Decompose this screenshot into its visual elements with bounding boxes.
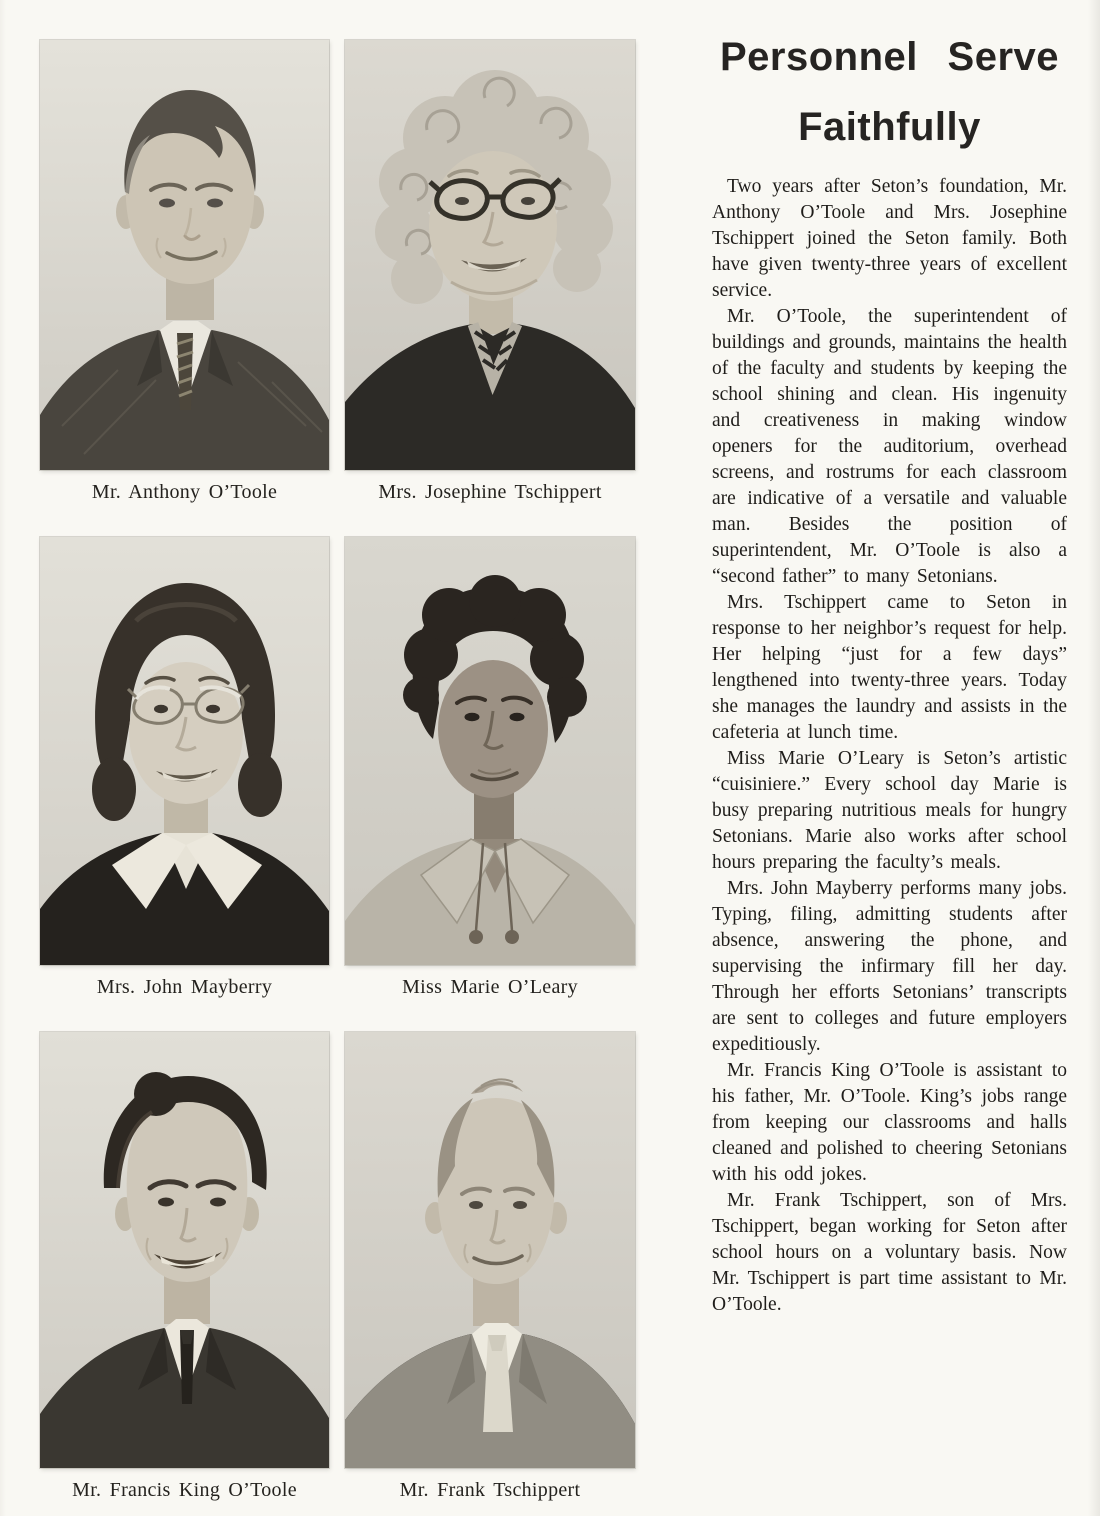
portrait-john-mayberry [40,537,329,998]
scan-edge-left [0,0,6,1516]
page-title-line1: Personnel Serve [720,35,1059,79]
article-paragraph-1: Two years after Seton’s foundation, Mr. Anthony O’Toole and Mrs. Josephine Tschippert joined the Seton family. Both have given twenty-three years of excellent service. [712,176,1067,301]
page-title [712,36,1067,148]
portrait-photo-francis-king-otoole [40,1032,329,1468]
photo-caption: Mrs. John Mayberry [96,976,273,998]
photo-caption: Mr. Anthony O’Toole [91,481,278,503]
portrait-anthony-otoole [40,40,329,503]
portrait-photo-josephine-tschippert [345,40,635,470]
portrait-photo-frank-tschippert [345,1032,635,1468]
photo-caption: Mrs. Josephine Tschippert [378,481,602,503]
article-paragraph-5: Mrs. John Mayberry performs many jobs. Typing, filing, admitting students after absence, answering the phone, and supervising the infirmary fill her day. Through her efforts Setonians’ transcripts are sent to colleges and future employers expeditiously. [712,878,1067,1055]
portrait-photo-anthony-otoole [40,40,329,470]
article-body [712,174,1067,1318]
photo-caption: Mr. Francis King O’Toole [72,1479,297,1501]
article-paragraph-4: Miss Marie O’Leary is Seton’s artistic “cuisiniere.” Every school day Marie is busy preparing nutritious meals for hungry Setonians. Marie also works after school hours preparing the faculty’s meals. [712,748,1067,873]
article-paragraph-3: Mrs. Tschippert came to Seton in response to her neighbor’s request for help. Her helping “just for a few days” lengthened into twenty-three years. Today she manages the laundry and assists in the cafeteria at lunch time. [712,592,1067,743]
photo-caption: Mr. Frank Tschippert [399,1479,581,1501]
portrait-photo-marie-oleary [345,537,635,965]
portrait-francis-king-otoole [40,1032,329,1501]
article-paragraph-2: Mr. O’Toole, the superintendent of buildings and grounds, maintains the health of the faculty and students by keeping the school shining and clean. His ingenuity and creativeness in making window openers for the auditorium, overhead screens, and rostrums for each classroom are indicative of a versatile and valuable man. Besides the position of superintendent, Mr. O’Toole is also a “second father” to many Setonians. [712,306,1067,587]
portrait-frank-tschippert [345,1032,635,1501]
scan-edge-right [1088,0,1100,1516]
article-paragraph-6: Mr. Francis King O’Toole is assistant to his father, Mr. O’Toole. King’s jobs range from keeping our classrooms and halls cleaned and polished to cheering Setonians with his odd jokes. [712,1060,1067,1185]
page-title-line2: Faithfully [798,105,981,149]
portrait-marie-oleary [345,537,635,998]
portrait-josephine-tschippert [345,40,635,503]
portrait-photo-john-mayberry [40,537,329,965]
article-paragraph-7: Mr. Frank Tschippert, son of Mrs. Tschippert, began working for Seton after school hours on a voluntary basis. Now Mr. Tschippert is part time assistant to Mr. O’Toole. [712,1190,1067,1315]
photo-caption: Miss Marie O’Leary [402,976,578,998]
article-column [712,36,1067,1318]
